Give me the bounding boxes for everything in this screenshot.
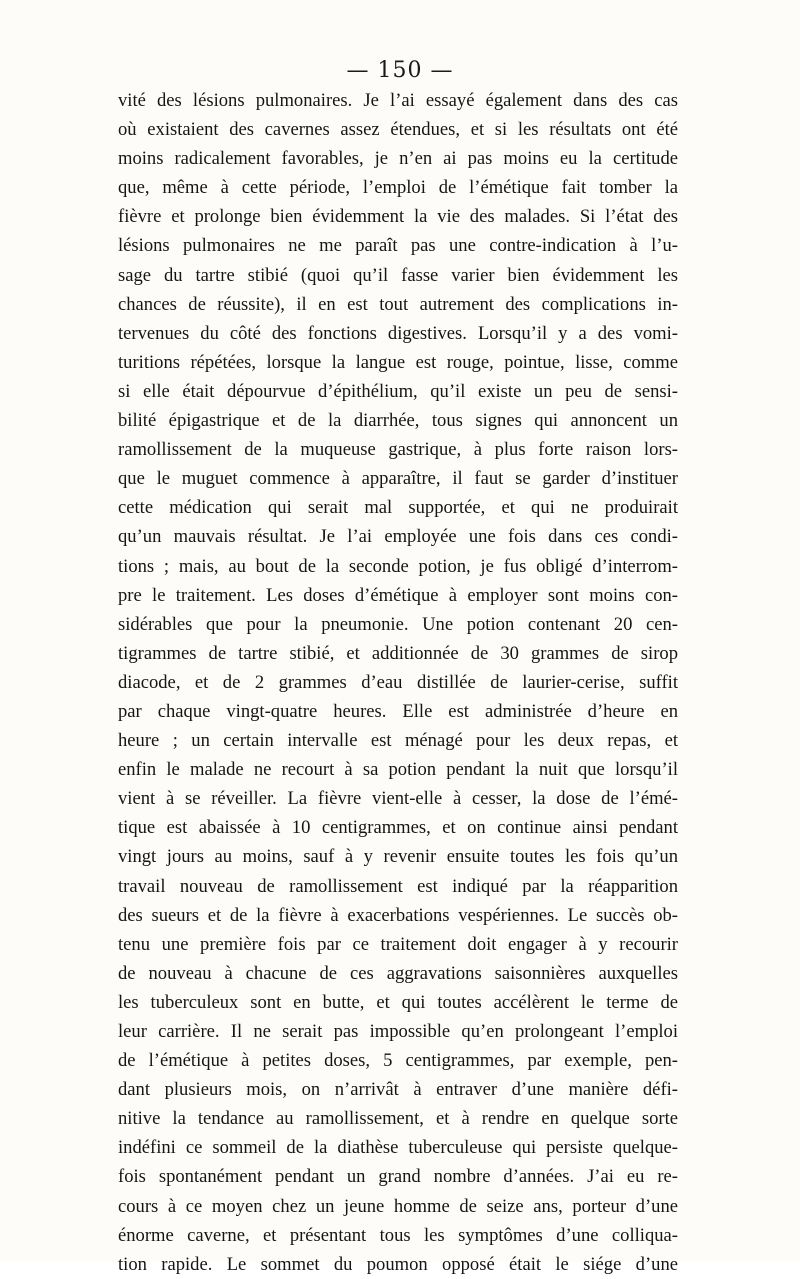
text-line: bilité épigastrique et de la diarrhée, tous signes qui annoncent un: [118, 410, 678, 432]
text-line: tions ; mais, au bout de la seconde potion, je fus obligé d’interrom-: [118, 555, 678, 577]
text-line: moins radicalement favorables, je n’en ai pas moins eu la certitude: [118, 148, 678, 170]
text-line: les tuberculeux sont en butte, et qui toutes accélèrent le terme de: [118, 991, 678, 1013]
text-line: travail nouveau de ramollissement est indiqué par la réapparition: [118, 875, 678, 897]
text-line: tique est abaissée à 10 centigrammes, et on continue ainsi pendant: [118, 817, 678, 839]
text-line: sage du tartre stibié (quoi qu’il fasse varier bien évidemment les: [118, 264, 678, 286]
text-line: si elle était dépourvue d’épithélium, qu’il existe un peu de sensi-: [118, 380, 678, 402]
text-line: de nouveau à chacune de ces aggravations saisonnières auxquelles: [118, 962, 678, 984]
text-line: diacode, et de 2 grammes d’eau distillée de laurier-cerise, suffit: [118, 671, 678, 693]
text-line: lésions pulmonaires ne me paraît pas une contre-indication à l’u-: [118, 235, 678, 257]
text-line: de l’émétique à petites doses, 5 centigrammes, par exemple, pen-: [118, 1050, 678, 1072]
body-text: [118, 86, 678, 1279]
text-line: vité des lésions pulmonaires. Je l’ai essayé également dans des cas: [118, 90, 678, 111]
text-line: chances de réussite), il en est tout autrement des complications in-: [118, 293, 678, 315]
text-line: tigrammes de tartre stibié, et additionnée de 30 grammes de sirop: [118, 642, 678, 664]
text-line: où existaient des cavernes assez étendues, et si les résultats ont été: [118, 119, 678, 141]
text-line: vient à se réveiller. La fièvre vient-elle à cesser, la dose de l’émé-: [118, 788, 678, 810]
text-line: cours à ce moyen chez un jeune homme de seize ans, porteur d’une: [118, 1195, 678, 1217]
text-line: tenu une première fois par ce traitement doit engager à y recourir: [118, 933, 678, 955]
text-line: fois spontanément pendant un grand nombre d’années. J’ai eu re-: [118, 1166, 678, 1188]
text-line: leur carrière. Il ne serait pas impossible qu’en prolongeant l’emploi: [118, 1021, 678, 1042]
text-line: nitive la tendance au ramollissement, et à rendre en quelque sorte: [118, 1108, 678, 1130]
text-line: par chaque vingt-quatre heures. Elle est administrée d’heure en: [118, 700, 678, 722]
text-line: pre le traitement. Les doses d’émétique à employer sont moins con-: [118, 584, 678, 606]
text-line: turitions répétées, lorsque la langue est rouge, pointue, lisse, comme: [118, 351, 678, 373]
text-line: fièvre et prolonge bien évidemment la vie des malades. Si l’état des: [118, 206, 678, 228]
text-line: des sueurs et de la fièvre à exacerbations vespériennes. Le succès ob-: [118, 904, 678, 926]
text-line: indéfini ce sommeil de la diathèse tuberculeuse qui persiste quelque-: [118, 1137, 678, 1159]
text-line: énorme caverne, et présentant tous les symptômes d’une colliqua-: [118, 1224, 678, 1246]
text-line: que le muguet commence à apparaître, il faut se garder d’instituer: [118, 468, 678, 490]
text-line: tervenues du côté des fonctions digestives. Lorsqu’il y a des vomi-: [118, 322, 678, 344]
text-line: ramollissement de la muqueuse gastrique, à plus forte raison lors-: [118, 439, 678, 461]
text-line: heure ; un certain intervalle est ménagé pour les deux repas, et: [118, 730, 678, 752]
page-number: — 150 —: [346, 58, 454, 83]
text-line: tion rapide. Le sommet du poumon opposé était le siége d’une: [118, 1253, 678, 1275]
text-line: dant plusieurs mois, on n’arrivât à entraver d’une manière défi-: [118, 1079, 678, 1101]
text-line: vingt jours au moins, sauf à y revenir ensuite toutes les fois qu’un: [118, 846, 678, 868]
text-line: cette médication qui serait mal supportée, et qui ne produirait: [118, 497, 678, 519]
text-line: sidérables que pour la pneumonie. Une potion contenant 20 cen-: [118, 613, 678, 635]
text-line: qu’un mauvais résultat. Je l’ai employée une fois dans ces condi-: [118, 526, 678, 548]
text-line: que, même à cette période, l’emploi de l’émétique fait tomber la: [118, 177, 678, 199]
text-line: enfin le malade ne recourt à sa potion pendant la nuit que lorsqu’il: [118, 759, 678, 781]
